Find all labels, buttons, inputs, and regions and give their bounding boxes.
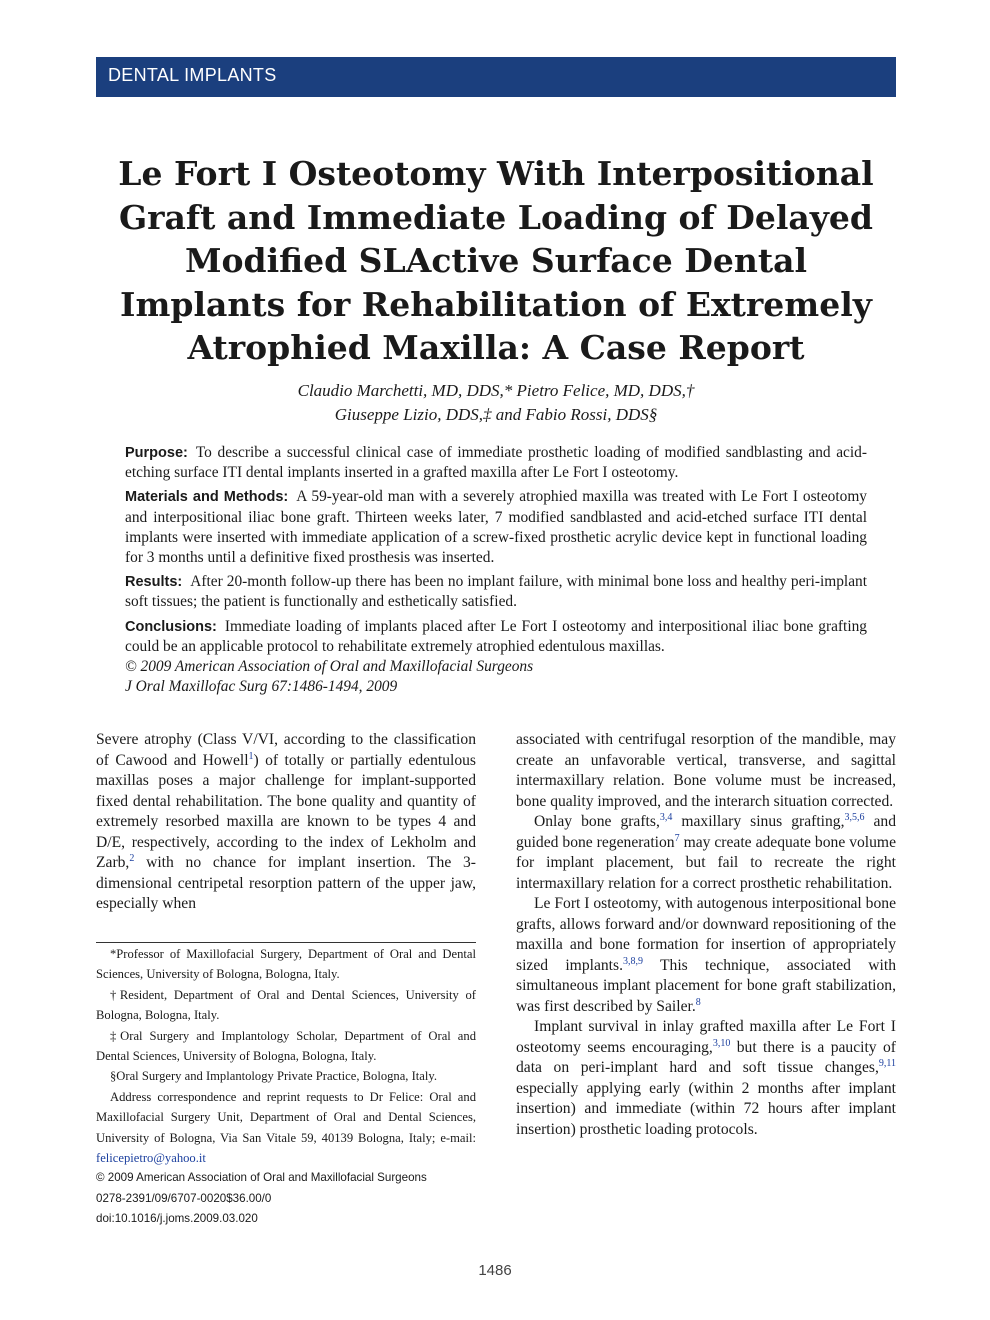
text-run: Address correspondence and reprint requests to Dr Felice: Oral and Maxillofacial Surgery Unit, Department of Oral and Dental Sciences, University of Bologna, Via San Vitale 59, 40139 Bologna, Italy; e-mail: bbox=[96, 1089, 476, 1145]
text-run: Onlay bone grafts, bbox=[534, 813, 660, 830]
authors-line-2: Giuseppe Lizio, DDS,‡ and Fabio Rossi, DDS§ bbox=[334, 405, 658, 424]
body-paragraph bbox=[96, 730, 476, 915]
text-run: Le Fort I osteotomy, with autogenous interpositional bone grafts, allows forward and/or downward repositioning of the maxilla and bone formation for insertion of appropriately sized implants. bbox=[516, 895, 896, 974]
body-column-right bbox=[516, 730, 896, 1140]
footnote-divider bbox=[96, 942, 476, 943]
author-list bbox=[100, 379, 892, 427]
methods-text: A 59-year-old man with a severely atrophied maxilla was treated with Le Fort I osteotomy and interpositional iliac bone graft. Thirteen weeks later, 7 modified sandblasted and acid-etched surface ITI dental implants were inserted with immediate application of a screw-fixed prosthetic acrylic device kept in functional loading for 3 months until a definitive fixed prosthesis was inserted. bbox=[125, 488, 867, 567]
reference-link[interactable]: 3,4 bbox=[659, 811, 673, 823]
reference-link[interactable]: 3,10 bbox=[712, 1037, 731, 1049]
abstract-citation: J Oral Maxillofac Surg 67:1486-1494, 2009 bbox=[125, 678, 398, 696]
body-paragraph bbox=[516, 894, 896, 1017]
footnote: §Oral Surgery and Implantology Private Practice, Bologna, Italy. bbox=[110, 1069, 438, 1084]
page-number: 1486 bbox=[478, 1262, 512, 1279]
doi-line[interactable]: doi:10.1016/j.joms.2009.03.020 bbox=[96, 1212, 258, 1226]
text-run: ) of totally or partially edentulous maxillas poses a major challenge for implant-supported fixed dental rehabilitation. The bone quality and quantity of extremely resorbed maxilla are known to be types 4 and D/E, respectively, according to the index of Lekholm and Zarb, bbox=[96, 751, 476, 871]
methods-label: Materials and Methods: bbox=[125, 489, 289, 506]
conclusions-text: Immediate loading of implants placed after Le Fort I osteotomy and interpositional iliac bone grafting could be an applicable protocol to rehabilitate extremely atrophied edentulous maxillas. bbox=[125, 617, 867, 655]
email-link[interactable]: felicepietro@yahoo.it bbox=[96, 1151, 206, 1166]
text-run: maxillary sinus grafting, bbox=[672, 813, 845, 830]
body-paragraph: associated with centrifugal resorption of the mandible, may create an unfavorable vertical, transverse, and sagittal intermaxillary relation. Bone volume must be increased, bone quality improved, and the interarch situation corrected. bbox=[516, 731, 896, 810]
footnote: *Professor of Maxillofacial Surgery, Department of Oral and Dental Sciences, University of Bologna, Bologna, Italy. bbox=[96, 947, 476, 982]
text-run: may create adequate bone volume for implant placement, but fail to recreate the right intermaxillary relation for a correct prosthetic rehabilitation. bbox=[516, 833, 896, 892]
abstract-purpose bbox=[125, 443, 867, 483]
reference-link[interactable]: 8 bbox=[695, 996, 701, 1008]
text-run: with no chance for implant insertion. The 3-dimensional centripetal resorption pattern of the upper jaw, especially when bbox=[96, 854, 476, 912]
conclusions-label: Conclusions: bbox=[125, 618, 217, 635]
footnote: †Resident, Department of Oral and Dental Sciences, University of Bologna, Bologna, Italy. bbox=[96, 987, 476, 1023]
results-label: Results: bbox=[125, 574, 183, 591]
abstract-copyright: © 2009 American Association of Oral and Maxillofacial Surgeons bbox=[125, 658, 534, 676]
text-run: This technique, associated with simultaneous implant placement for bone graft stabilization, was first described by Sailer. bbox=[516, 956, 896, 1015]
text-run: and guided bone regeneration bbox=[516, 813, 897, 851]
body-paragraph bbox=[516, 812, 896, 894]
abstract bbox=[125, 443, 867, 697]
authors-line-1: Claudio Marchetti, MD, DDS,* Pietro Felice, MD, DDS,† bbox=[297, 381, 695, 400]
abstract-methods bbox=[125, 487, 867, 568]
footnote-copyright: © 2009 American Association of Oral and Maxillofacial Surgeons bbox=[96, 1171, 427, 1185]
issn-line: 0278-2391/09/6707-0020$36.00/0 bbox=[96, 1191, 272, 1205]
purpose-text: To describe a successful clinical case of immediate prosthetic loading of modified sandblasting and acid-etching surface ITI dental implants inserted in a grafted maxilla after Le Fort I osteotomy. bbox=[125, 444, 867, 482]
section-label: DENTAL IMPLANTS bbox=[108, 65, 277, 85]
reference-link[interactable]: 3,8,9 bbox=[622, 955, 643, 967]
text-run: Severe atrophy (Class V/VI, according to the classification of Cawood and Howell bbox=[96, 731, 476, 769]
reference-link[interactable]: 3,5,6 bbox=[844, 811, 865, 823]
article-title: Le Fort I Osteotomy With Interpositional Graft and Immediate Loading of Delayed Modified SLActive Surface Dental Implants for Rehabilitation of Extremely Atrophied Maxilla: A Case Report bbox=[118, 154, 874, 367]
footnotes bbox=[96, 944, 476, 1230]
body-column-left bbox=[96, 730, 476, 915]
text-run: Implant survival in inlay grafted maxilla after Le Fort I osteotomy seems encouraging, bbox=[516, 1018, 896, 1056]
purpose-label: Purpose: bbox=[125, 445, 188, 461]
results-text: After 20-month follow-up there has been no implant failure, with minimal bone loss and healthy peri-implant soft tissues; the patient is functionally and esthetically satisfied. bbox=[125, 573, 867, 611]
text-run: but there is a paucity of data on peri-implant hard and soft tissue changes, bbox=[516, 1038, 896, 1076]
reference-link[interactable]: 1 bbox=[248, 750, 254, 762]
correspondence-note bbox=[96, 1087, 476, 1169]
reference-link[interactable]: 7 bbox=[674, 832, 680, 844]
footnote: ‡Oral Surgery and Implantology Scholar, Department of Oral and Dental Sciences, University of Bologna, Bologna, Italy. bbox=[96, 1028, 476, 1064]
reference-link[interactable]: 2 bbox=[129, 852, 135, 864]
reference-link[interactable]: 9,11 bbox=[878, 1057, 896, 1069]
body-paragraph bbox=[516, 1017, 896, 1140]
section-banner bbox=[96, 57, 896, 97]
abstract-results bbox=[125, 572, 867, 612]
text-run: especially applying early (within 2 months after implant insertion) and immediate (within 72 hours after implant insertion) prosthetic loading protocols. bbox=[516, 1079, 896, 1138]
abstract-conclusions bbox=[125, 617, 867, 657]
